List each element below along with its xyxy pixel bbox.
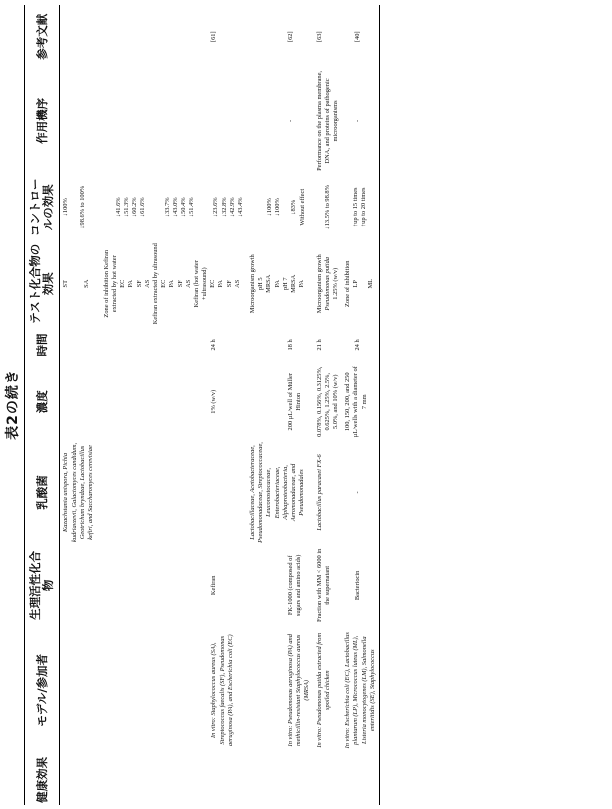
cell-reference: [61]: [210, 31, 218, 43]
test-line: AS: [143, 279, 151, 288]
cell-control: [247, 173, 314, 241]
header-lab: 乳酸菌: [25, 440, 60, 545]
test-line: Kefiran (hot water +ultrasound): [192, 260, 209, 308]
cell-model: In vitro: Escherichia coli (EC), Lactobacillus plantarum (LP), Micrococcus luteus (ML), Listeria monocytogenes (LM), Salmonella enteritidis (SE), Staphylococcus: [342, 626, 379, 755]
control-line: ↓51.3%: [123, 197, 130, 218]
control-line: ↓51.4%: [188, 197, 196, 218]
control-line: ↓100%: [266, 198, 274, 217]
cell-time: 24 h: [342, 326, 379, 363]
table-row: [60, 5, 247, 805]
control-line: ↑up to 20 times: [360, 187, 368, 228]
test-line: AS: [233, 279, 241, 288]
cell-health: [60, 755, 247, 805]
control-line: ↓61.6%: [139, 197, 147, 218]
cell-concentration: 0.078%, 0.156%, 0.3125%, 0.625%, 1.25%, 2.5%, 5.0%, and 10% (w/v): [315, 366, 339, 437]
control-line: Without effect: [298, 188, 306, 226]
cell-concentration: 100, 150, 200, and 250 µL/wells with a diameter of 7 mm: [342, 364, 379, 441]
cell-time: 24 h: [210, 339, 218, 351]
cell-lab: Kazachstania unispora, Pichia kudriavzevii, Galactomyces candidum, Geotrichum bryndzae, Lactobacillus kefiri, and Saccharomyces cerevisiae: [62, 442, 94, 542]
test-line: PA: [127, 279, 135, 288]
control-line: ↓100%: [274, 198, 282, 217]
cell-control: [342, 173, 379, 241]
control-line: ↓43.0%: [171, 197, 179, 218]
header-health-effect: 健康効果: [25, 755, 60, 805]
cell-time: 18 h: [287, 339, 295, 351]
test-line: Microorganism growth: [249, 254, 257, 314]
test-line: SA: [82, 279, 90, 288]
test-line: pH 5: [257, 277, 265, 291]
test-line: PA: [273, 279, 281, 288]
header-control-effect: コントロールの効果: [25, 173, 60, 241]
test-line: EC: [160, 279, 168, 288]
test-line: AS: [184, 279, 192, 288]
cell-concentration: 200 µL/well of Müller Hinton: [287, 373, 303, 431]
control-line: ↓50.4%: [179, 197, 187, 218]
cell-health: [247, 755, 314, 805]
control-line: ↓98.6% to 100%: [78, 185, 86, 229]
cell-compound: Fraction with MM < 6000 in the supernatant: [315, 548, 331, 623]
cell-compound: Bacteriocin: [342, 545, 379, 626]
cell-mechanism: -: [287, 119, 295, 122]
cell-lab: Lactobacillaceae, Acetobacteraceae, Pseudomonadaceae, Streptococcaceae, Leuconostocaceae, Enterobacteriaceae, Alphaproteobacteria, Aeromonadaceae, and Pseudomonadales: [249, 442, 306, 543]
control-line: ↓33.7%: [163, 197, 171, 218]
control-line: ↓100%: [62, 198, 70, 217]
header-mechanism: 作用機序: [25, 68, 60, 173]
table-caption: 表2の続き: [5, 369, 21, 440]
control-line: ↓43.4%: [236, 197, 244, 218]
cell-control: [60, 173, 247, 241]
cell-model: In vitro: Staphylococcus aureus (SA), Streptococcus faecalis (SF), Pseudomonas aeruginosa (PA), and Escherichia coli (EC): [210, 634, 234, 747]
test-line: EC: [119, 279, 127, 288]
cell-mechanism: Performance on the plasma membrane, DNA, and proteins of pathogenic microorganisms: [315, 70, 339, 171]
control-line: ↓42.9%: [228, 197, 236, 218]
header-reference: 参考文献: [25, 5, 60, 68]
test-line: PA: [168, 279, 176, 288]
test-line: Pseudomonas putida: [323, 257, 331, 311]
test-line: pH 7: [281, 277, 289, 291]
test-line: LP: [352, 280, 360, 288]
test-line: 1.25% (w/v): [332, 267, 339, 300]
cell-compound: Kefiran: [210, 575, 218, 596]
results-table: [24, 5, 380, 805]
test-line: SF: [176, 280, 184, 288]
header-test-effect: テスト化合物の効果: [25, 241, 60, 326]
header-row: [25, 5, 60, 805]
cell-model: In vitro: Pseudomonas putida extracted from spoiled chicken: [315, 632, 331, 748]
test-line: EC: [209, 279, 217, 288]
control-line: ↓13.5% to 98.8%: [323, 185, 331, 230]
cell-time: 21 h: [315, 339, 323, 351]
header-concentration: 濃度: [25, 364, 60, 441]
test-line: PA: [217, 279, 225, 288]
cell-control: [314, 173, 343, 241]
cell-health: [342, 755, 379, 805]
cell-test: [314, 241, 343, 326]
test-line: Microorganism growth: [315, 254, 323, 314]
cell-reference: [62]: [287, 31, 295, 43]
cell-health: [314, 755, 343, 805]
control-line: ↓41.6%: [114, 197, 122, 218]
cell-lab: -: [342, 440, 379, 545]
control-line: ↓32.8%: [220, 197, 228, 218]
table-row: [247, 5, 314, 805]
test-line: ST: [62, 280, 70, 288]
control-line: ↑up to 15 times: [352, 187, 360, 228]
test-line: SF: [225, 280, 233, 288]
control-line: ↓83%: [290, 199, 298, 215]
test-line: PA: [298, 279, 306, 288]
table-row: [342, 5, 379, 805]
cell-model: In vitro: Pseudomonas aeruginosa (PA) and methicillin-resistant Staphylococcus aureus (MRSA): [287, 634, 311, 747]
test-line: Zone of inhibition Kefiran extracted by hot water: [102, 249, 118, 318]
cell-test: [60, 241, 247, 326]
cell-mechanism: [60, 68, 247, 173]
cell-reference: [63]: [315, 31, 323, 43]
test-line: Zone of inhibition: [344, 260, 352, 307]
header-model: モデル/参加者: [25, 626, 60, 755]
test-line: SF: [135, 280, 143, 288]
control-line: ↓23.6%: [212, 197, 220, 218]
cell-compound: FK-1000 (composed of sugars and amino acids): [287, 554, 303, 617]
test-line: ML: [366, 278, 374, 289]
table-row: [314, 5, 343, 805]
cell-test: [247, 241, 314, 326]
cell-concentration: 1% (w/v): [210, 389, 218, 414]
header-time: 時間: [25, 326, 60, 363]
cell-test: [342, 241, 379, 326]
test-line: MRSA: [290, 274, 297, 293]
test-line: MRSA: [265, 274, 273, 293]
header-compound: 生理活性化合物: [25, 545, 60, 626]
cell-mechanism: -: [342, 68, 379, 173]
cell-lab: Lactobacillus paracasei FX-6: [315, 454, 323, 531]
test-line: Kefiran extracted by ultrasound: [151, 243, 159, 325]
control-line: ↓60.2%: [131, 197, 139, 218]
cell-reference: [40]: [342, 5, 379, 68]
